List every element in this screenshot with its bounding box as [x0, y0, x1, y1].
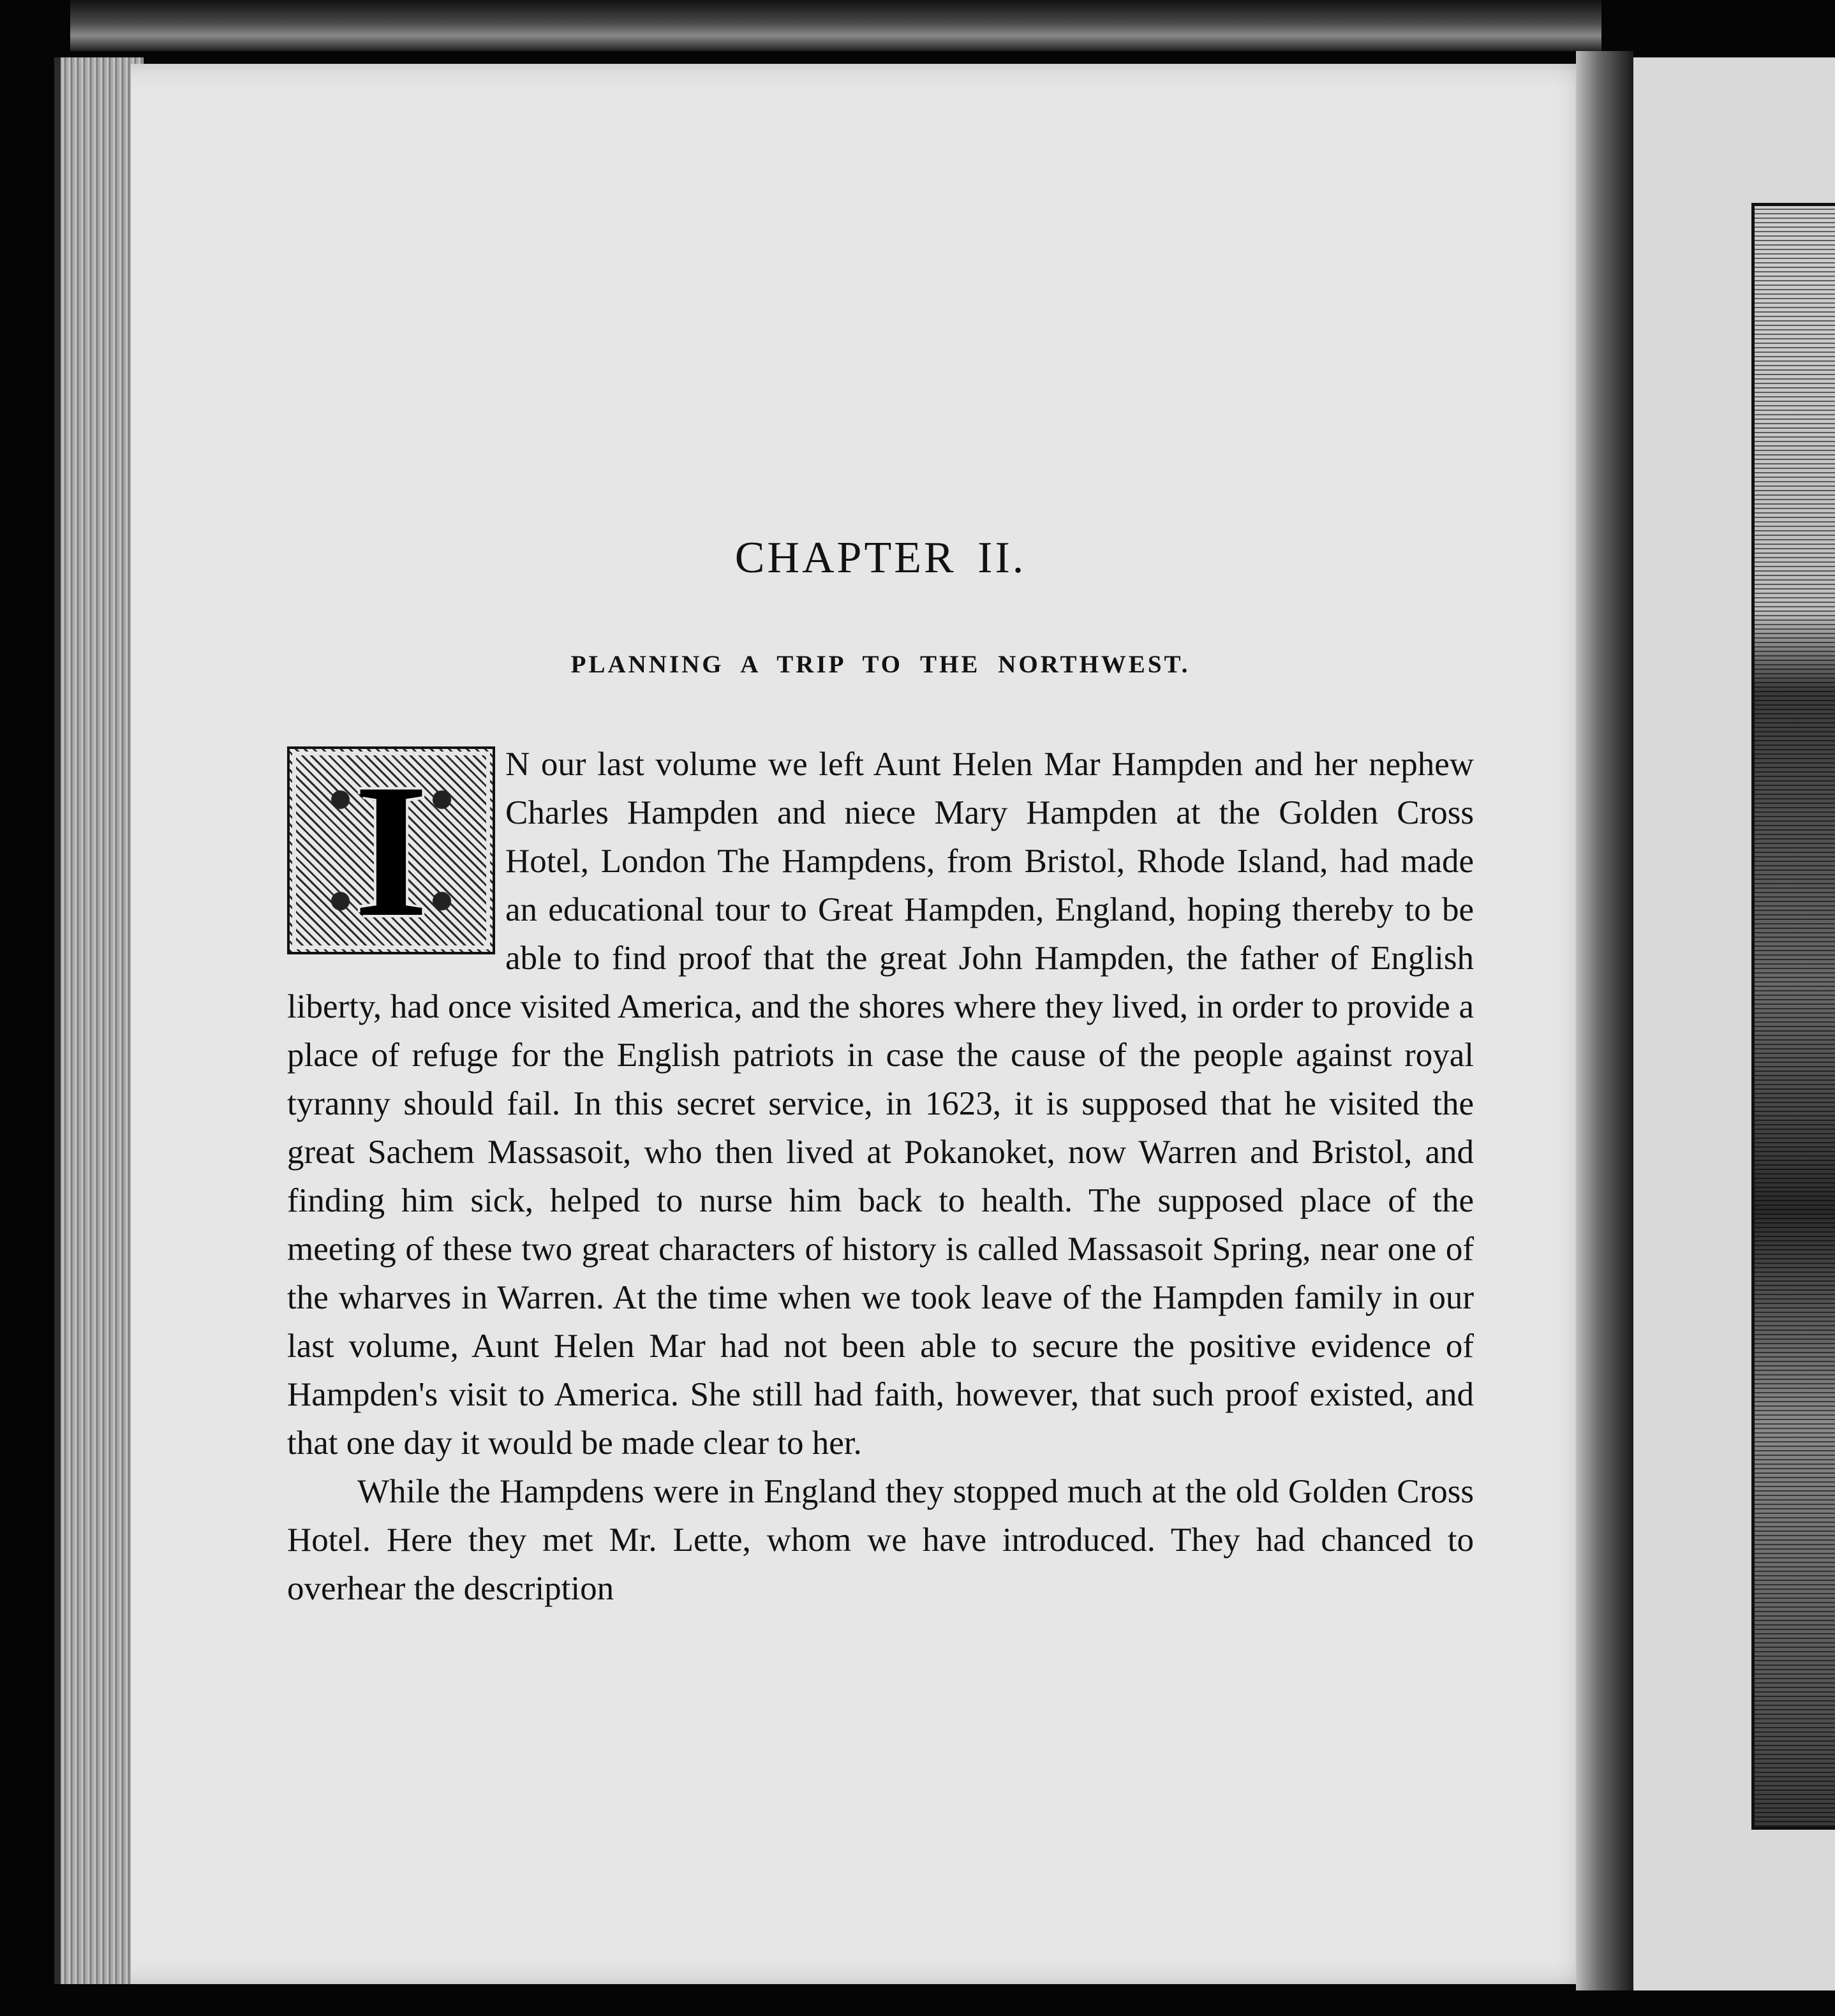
paragraph: N our last volume we left Aunt Helen Mar Hampden and her nephew Charles Hampden and niece Mary Hampden at the Golden Cross Hotel, London The Hampdens, from Bristol, Rhode Island, had made an educational tour to Great Hampden, England, hoping thereby to be able to find proof that the great John Hampden, the father of English liberty, had once visited America, and the shores where they lived, in order to provide a place of refuge for the English patriots in case the cause of the people against royal tyranny should fail. In this secret service, in 1623, it is supposed that he visited the great Sachem Massasoit, who then lived at Pokanoket, now Warren and Bristol, and finding him sick, helped to nurse him back to health. The supposed place of the meeting of these two great characters of history is called Massasoit Spring, near one of the wharves in Warren. At the time when we took leave of the Hampden family in our last volume, Aunt Helen Mar had not been able to secure the positive evidence of Hampden's visit to America. She still had faith, however, that such proof existed, and that one day it would be made clear to her.: [287, 746, 1474, 1462]
page-edges: [54, 57, 144, 1984]
book-top-edge: [70, 0, 1601, 51]
paragraph: While the Hampdens were in England they stopped much at the old Golden Cross Hotel. Here they met Mr. Lette, whom we have introduced. They had chanced to overhear the description: [287, 1473, 1474, 1607]
chapter-subtitle: PLANNING A TRIP TO THE NORTHWEST.: [570, 651, 1191, 678]
drop-cap-letter: I: [353, 745, 429, 956]
chapter-body: [287, 740, 1474, 1613]
spine-gutter: [1576, 51, 1633, 1990]
chapter-title: CHAPTER II.: [734, 533, 1027, 582]
engraving-illustration: [1751, 203, 1835, 1830]
ornamental-drop-cap: [287, 746, 495, 954]
